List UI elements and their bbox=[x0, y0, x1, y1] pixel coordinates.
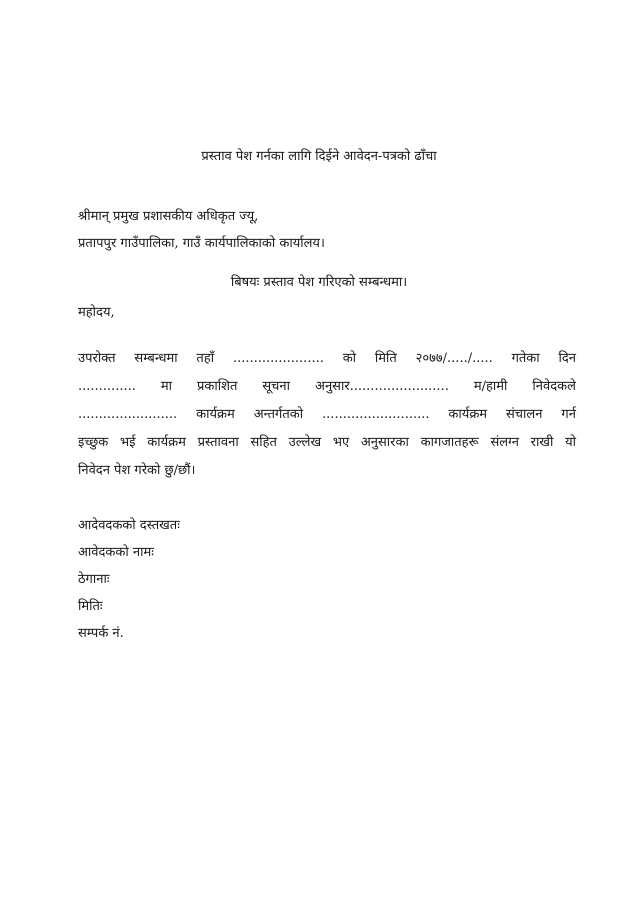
body-word: कार्यक्रम bbox=[147, 435, 186, 450]
body-line bbox=[78, 373, 576, 401]
body-word: राखी bbox=[530, 435, 554, 450]
body-word: निवेदकले bbox=[532, 379, 576, 394]
body-word: भए bbox=[332, 435, 350, 450]
fill-blank: ........................ bbox=[78, 407, 178, 422]
body-word: उल्लेख bbox=[288, 435, 322, 450]
address-line-2: प्रतापपुर गाउँपालिका, गाउँ कार्यपालिकाको कार्यालय। bbox=[78, 236, 325, 251]
salutation: महोदय, bbox=[78, 305, 115, 320]
body-closing: निवेदन पेश गरेको छु/छौं। bbox=[78, 463, 196, 478]
body-word: भई bbox=[120, 435, 136, 450]
body-line bbox=[78, 345, 576, 373]
document-title: प्रस्ताव पेश गर्नका लागि दिईने आवेदन-पत्रको ढाँचा bbox=[201, 149, 437, 164]
body-word: संचालन bbox=[506, 407, 543, 422]
body-word: मिति bbox=[374, 351, 397, 366]
applicant-signature-label: आदेवदकको दस्तखतः bbox=[78, 518, 180, 533]
fill-blank: .............. bbox=[78, 379, 136, 394]
body-word: अन्तर्गतको bbox=[253, 407, 304, 422]
subject-line: बिषयः प्रस्ताव पेश गरिएको सम्बन्धमा। bbox=[230, 275, 408, 290]
body-word: गतेका bbox=[511, 351, 540, 366]
body-word: इच्छुक bbox=[78, 435, 109, 450]
contact-label: सम्पर्क नं. bbox=[78, 626, 124, 641]
body-word: गर्न bbox=[561, 407, 576, 422]
body-line bbox=[78, 457, 576, 485]
address-label: ठेगानाः bbox=[78, 572, 110, 587]
body-paragraph bbox=[78, 345, 576, 485]
body-word: संलग्न bbox=[490, 435, 519, 450]
body-word: कागजातहरू bbox=[420, 435, 479, 450]
applicant-name-label: आवेदकको नामः bbox=[78, 545, 154, 560]
body-line bbox=[78, 429, 576, 457]
body-word: सम्बन्धमा bbox=[134, 351, 178, 366]
address-line-1: श्रीमान् प्रमुख प्रशासकीय अधिकृत ज्यू, bbox=[78, 209, 259, 224]
body-word: उपरोक्त bbox=[78, 351, 116, 366]
body-word: प्रकाशित bbox=[197, 379, 238, 394]
body-line bbox=[78, 401, 576, 429]
body-word: सूचना bbox=[262, 379, 291, 394]
body-word: कार्यक्रम bbox=[196, 407, 235, 422]
body-word: सहित bbox=[250, 435, 277, 450]
date-blank: २०७७/...../..... bbox=[415, 351, 493, 366]
body-word: तहाँ bbox=[196, 351, 215, 366]
fill-blank: .......................... bbox=[322, 407, 430, 422]
body-word: म/हामी bbox=[473, 379, 508, 394]
body-word: प्रस्तावना bbox=[197, 435, 239, 450]
body-word: को bbox=[342, 351, 357, 366]
recipient-address bbox=[78, 203, 325, 257]
body-word: अनुसारका bbox=[360, 435, 409, 450]
signature-block bbox=[78, 512, 180, 647]
body-word: यो bbox=[565, 435, 576, 450]
body-word: कार्यक्रम bbox=[448, 407, 488, 422]
body-word: मा bbox=[160, 379, 173, 394]
date-label: मितिः bbox=[78, 599, 103, 614]
fill-blank: ...................... bbox=[232, 351, 324, 366]
body-word: अनुसार........................ bbox=[315, 379, 449, 394]
body-word: दिन bbox=[558, 351, 576, 366]
